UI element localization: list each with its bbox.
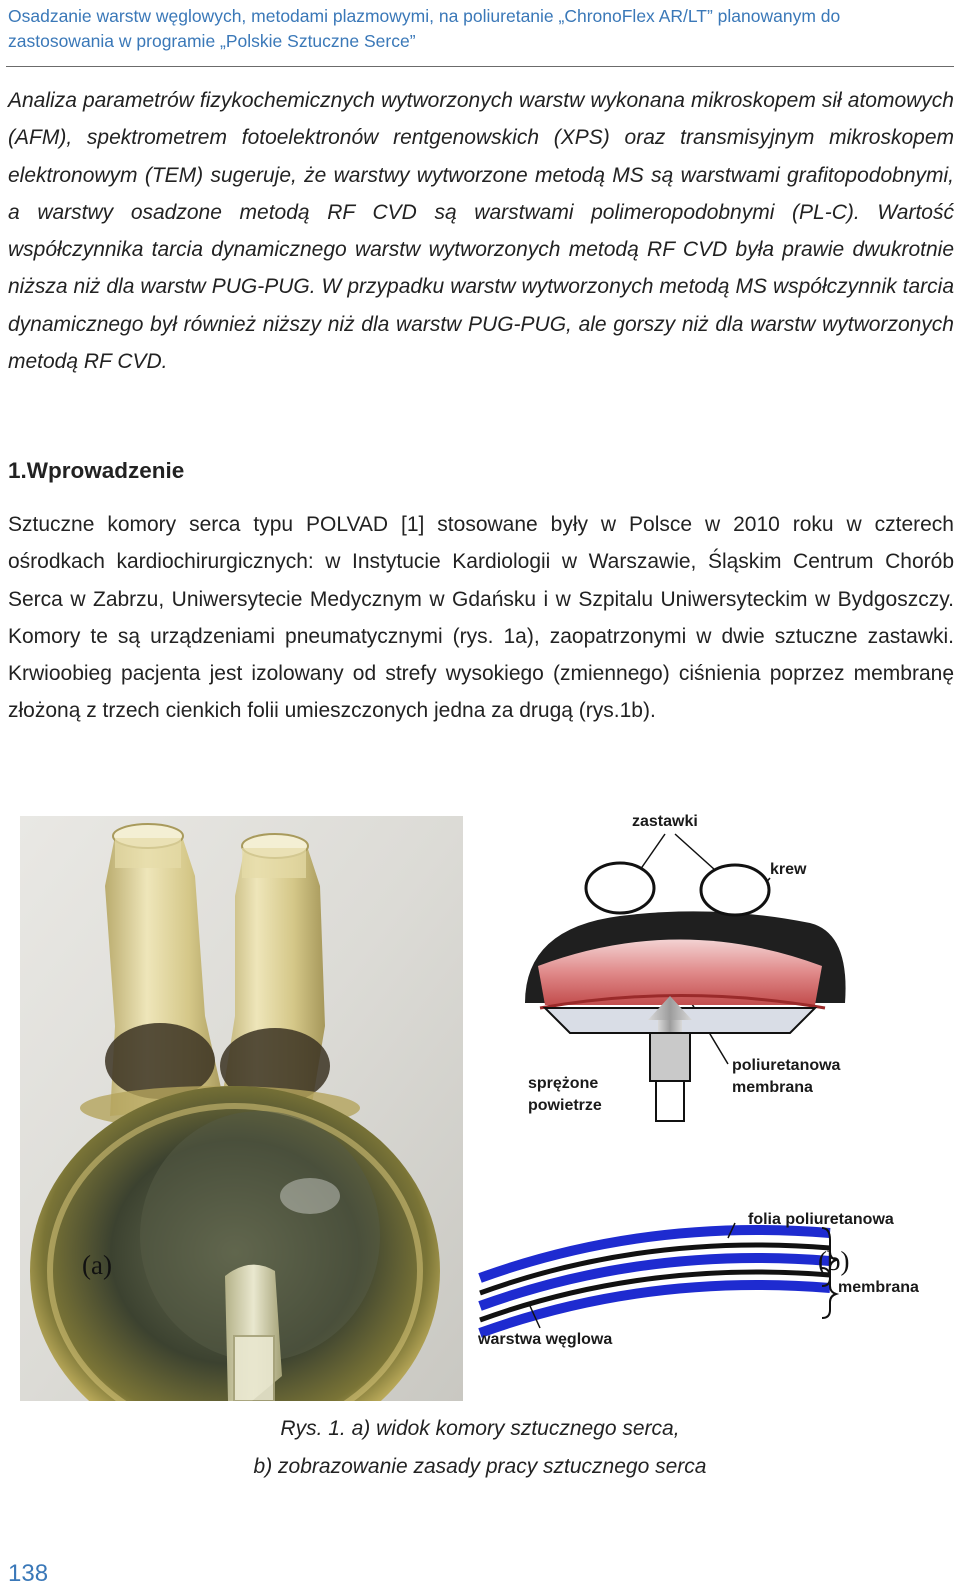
section-title: 1.Wprowadzenie — [8, 458, 185, 483]
intro-paragraph: Sztuczne komory serca typu POLVAD [1] stosowane były w Polsce w 2010 roku w czterech ośrodkach kardiochirurgicznych: w Instytucie Kardiologii w Warszawie, Śląskim Centrum Chorób Serca w Zabrzu, Uniwersytecie Medycznym w Gdańsku i w Szpitalu Uniwersyteckim w Bydgoszczy. Komory te są urządzeniami pneumatycznymi (rys. 1a), zaopatrzonymi w dwie sztuczne zastawki. Krwioobieg pacjenta jest izolowany od strefy wysokiego (zmiennego) ciśnienia poprzez membranę złożoną z trzech cienkich folii umieszczonych jedna za drugą (rys.1b). — [8, 513, 954, 723]
caption-line-1: Rys. 1. a) widok komory sztucznego serca, — [280, 1417, 680, 1440]
abstract-paragraph: Analiza parametrów fizykochemicznych wytworzonych warstw wykonana mikroskopem sił atomowych (AFM), spektrometrem fotoelektronów rentgenowskich (XPS) oraz transmisyjnym mikroskopem elektronowym (TEM) sugeruje, że warstwy wytworzone metodą MS są warstwami grafitopodobnymi, a warstwy osadzone metodą RF CVD są warstwami polimeropodobnymi (PL-C). Wartość współczynnika tarcia dynamicznego warstw wytworzonych metodą RF CVD była prawie dwukrotnie niższa niż dla warstw PUG-PUG. W przypadku warstw wytworzonych metodą MS współczynnik tarcia dynamicznego był również niższy niż dla warstw PUG-PUG, ale gorszy niż dla warstw wytworzonych metodą RF CVD. — [8, 89, 954, 374]
running-header — [8, 4, 948, 54]
heart-chamber-photo — [20, 816, 463, 1401]
label-blood: krew — [770, 861, 807, 878]
header-divider — [6, 66, 954, 67]
panel-a-label: (a) — [82, 1250, 112, 1280]
figure-caption — [0, 1410, 960, 1486]
label-membrane: membrana — [838, 1279, 919, 1296]
label-compressed-air-2: powietrze — [528, 1097, 602, 1114]
running-header-line-2: zastosowania w programie „Polskie Sztuczne Serce” — [8, 31, 416, 51]
label-valves: zastawki — [632, 813, 698, 830]
label-compressed-air-1: sprężone — [528, 1075, 599, 1092]
label-carbon-layer: warstwa węglowa — [478, 1331, 613, 1348]
label-pu-membrane-2: membrana — [732, 1079, 813, 1096]
label-pu-foil: folia poliuretanowa — [748, 1211, 894, 1228]
running-header-line-1: Osadzanie warstw węglowych, metodami plazmowymi, na poliuretanie „ChronoFlex AR/LT” planowanym do — [8, 6, 841, 26]
heart-principle-diagram — [470, 808, 960, 1393]
caption-line-2: b) zobrazowanie zasady pracy sztucznego serca — [253, 1455, 707, 1478]
panel-b-label: (b) — [818, 1246, 850, 1276]
label-pu-membrane-1: poliuretanowa — [732, 1057, 841, 1074]
page-number: 138 — [8, 1560, 49, 1587]
